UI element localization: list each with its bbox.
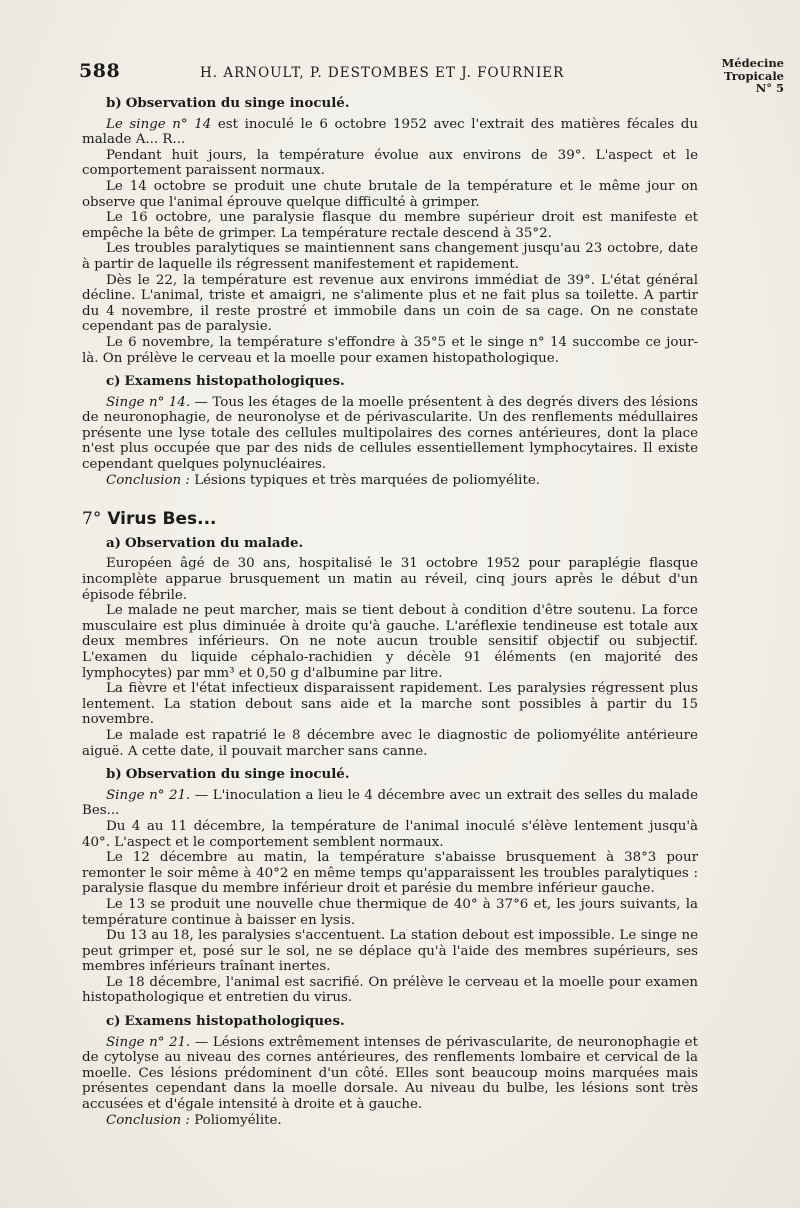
subsection-label: c)	[106, 1013, 121, 1030]
paragraph: Le malade ne peut marcher, mais se tient debout à condition d'être soutenu. La force musculaire est plus diminuée à droite qu'à gauche. L'aréflexie tendineuse est totale aux deux membres inférieurs. On ne note aucun trouble sensitif objectif ou subjectif. L'examen du liquide céphalo-rachidien y décèle 91 éléments (en majorité des lymphocytes) par mm³ et 0,50 g d'albumine par litre.	[82, 603, 698, 681]
subsection-heading	[82, 374, 698, 390]
paragraph: Le 14 octobre se produit une chute brutale de la température et le même jour on observe que l'animal éprouve quelque difficulté à grimper.	[82, 178, 698, 210]
paragraph: Le 18 décembre, l'animal est sacrifié. On prélève le cerveau et la moelle pour examen histopathologique et entretien du virus.	[82, 974, 698, 1006]
subsection-heading	[82, 96, 698, 112]
paragraph: Du 13 au 18, les paralysies s'accentuent. La station debout est impossible. Le singe ne peut grimper et, posé sur le sol, ne se déplace qu'à l'aide des membres supérieurs, ses membres inférieurs traînant inertes.	[82, 928, 698, 975]
subsection-label: c)	[106, 373, 121, 390]
section-title: Virus Bes...	[107, 509, 217, 530]
subsection-title: Examens histopathologiques.	[124, 1013, 345, 1030]
paragraph: Singe n° 21. — Lésions extrêmement intenses de périvascularite, de neuronophagie et de cytolyse au niveau des cornes antérieures, des renflements lombaire et cervical de la moelle. Ces lésions prédominent d'un côté. Elles sont beaucoup moins marquées mais présentes cependant dans la moelle dorsale. Au niveau du bulbe, les lésions sont très accusées et d'égale intensité à droite et à gauche.	[82, 1034, 698, 1113]
specimen-ref: Singe n° 14.	[106, 394, 191, 410]
journal-line-3: N° 5	[755, 81, 784, 95]
conclusion: Conclusion : Poliomyélite.	[106, 1112, 282, 1128]
subsection-title: Examens histopathologiques.	[124, 373, 345, 390]
paragraph: La fièvre et l'état infectieux disparaissent rapidement. Les paralysies régressent plus lentement. La station debout sans aide et la marche sont possibles à partir du 15 novembre.	[82, 681, 698, 728]
paragraph: Pendant huit jours, la température évolue aux environs de 39°. L'aspect et le comportement paraissent normaux.	[82, 147, 698, 179]
paragraph: Singe n° 21. — L'inoculation a lieu le 4 décembre avec un extrait des selles du malade Bes...	[82, 787, 698, 819]
article-body	[82, 96, 698, 1128]
specimen-ref: Singe n° 21.	[106, 787, 191, 803]
paragraph: Le malade est rapatrié le 8 décembre avec le diagnostic de poliomyélite antérieure aiguë. A cette date, il pouvait marcher sans canne.	[82, 727, 698, 759]
conclusion-label: Conclusion :	[106, 1112, 190, 1128]
paragraph: Singe n° 14. — Tous les étages de la moelle présentent à des degrés divers des lésions de neuronophagie, de neuronolyse et de périvascularite. Un des renflements médullaires présente une lyse totale des cellules multipolaires des cornes antérieures, dont la place n'est plus occupée que par des nids de cellules essentiellement lymphocytaires. Il existe cependant quelques polynucléaires.	[82, 394, 698, 473]
journal-tag	[722, 57, 784, 95]
paragraph: Du 4 au 11 décembre, la température de l'animal inoculé s'élève lentement jusqu'à 40°. L'aspect et le comportement semblent normaux.	[82, 818, 698, 850]
paragraph: Le 13 se produit une nouvelle chue thermique de 40° à 37°6 et, les jours suivants, la température continue à baisser en lysis.	[82, 896, 698, 928]
paragraph: Dès le 22, la température est revenue aux environs immédiat de 39°. L'état général décline. L'animal, triste et amaigri, ne s'alimente plus et ne fait plus sa toilette. A partir du 4 novembre, il reste prostré et immobile dans un coin de sa cage. On ne constate cependant pas de paralysie.	[82, 272, 698, 335]
subsection-label: b)	[106, 766, 122, 783]
subsection-heading	[82, 767, 698, 783]
subsection-label: b)	[106, 95, 122, 111]
paragraph: Le singe n° 14 est inoculé le 6 octobre 1952 avec l'extrait des matières fécales du malade A... R...	[82, 116, 698, 148]
subsection-heading	[82, 536, 698, 552]
paragraph: Le 16 octobre, une paralysie flasque du membre supérieur droit est manifeste et empêche la bête de grimper. La température rectale descend à 35°2.	[82, 210, 698, 241]
subsection-title: Observation du singe inoculé.	[125, 766, 350, 783]
subsection-title: Observation du singe inoculé.	[125, 95, 350, 111]
section-number: 7°	[82, 509, 102, 530]
running-head-authors: H. ARNOULT, P. DESTOMBES ET J. FOURNIER	[200, 65, 565, 81]
paragraph: Le 6 novembre, la température s'effondre à 35°5 et le singe n° 14 succombe ce jour-là. On prélève le cerveau et la moelle pour examen histopathologique.	[82, 334, 698, 366]
paragraph: Le 12 décembre au matin, la température s'abaisse brusquement à 38°3 pour remonter le soir même à 40°2 en même temps qu'apparaissent les troubles paralytiques : paralysie flasque du membre inférieur droit et parésie du membre inférieur gauche.	[82, 850, 698, 897]
journal-line-2: Tropicale	[724, 68, 784, 83]
conclusion-label: Conclusion :	[106, 472, 190, 488]
conclusion: Conclusion : Lésions typiques et très marquées de poliomyélite.	[106, 472, 541, 488]
subsection-label: a)	[106, 534, 122, 551]
page-number: 588	[79, 60, 121, 82]
specimen-ref: Le singe n° 14	[106, 116, 212, 132]
journal-line-1: Médecine	[721, 56, 784, 70]
paragraph: Européen âgé de 30 ans, hospitalisé le 31 octobre 1952 pour paraplégie flasque incomplète apparue brusquement un matin au réveil, cinq jours après le début d'un épisode fébrile.	[82, 556, 698, 603]
paragraph: Les troubles paralytiques se maintiennent sans changement jusqu'au 23 octobre, date à partir de laquelle ils régressent manifestement et rapidement.	[82, 241, 698, 272]
subsection-heading	[82, 1014, 698, 1030]
section-heading	[82, 509, 698, 530]
specimen-ref: Singe n° 21.	[106, 1034, 191, 1050]
subsection-title: Observation du malade.	[125, 534, 304, 551]
